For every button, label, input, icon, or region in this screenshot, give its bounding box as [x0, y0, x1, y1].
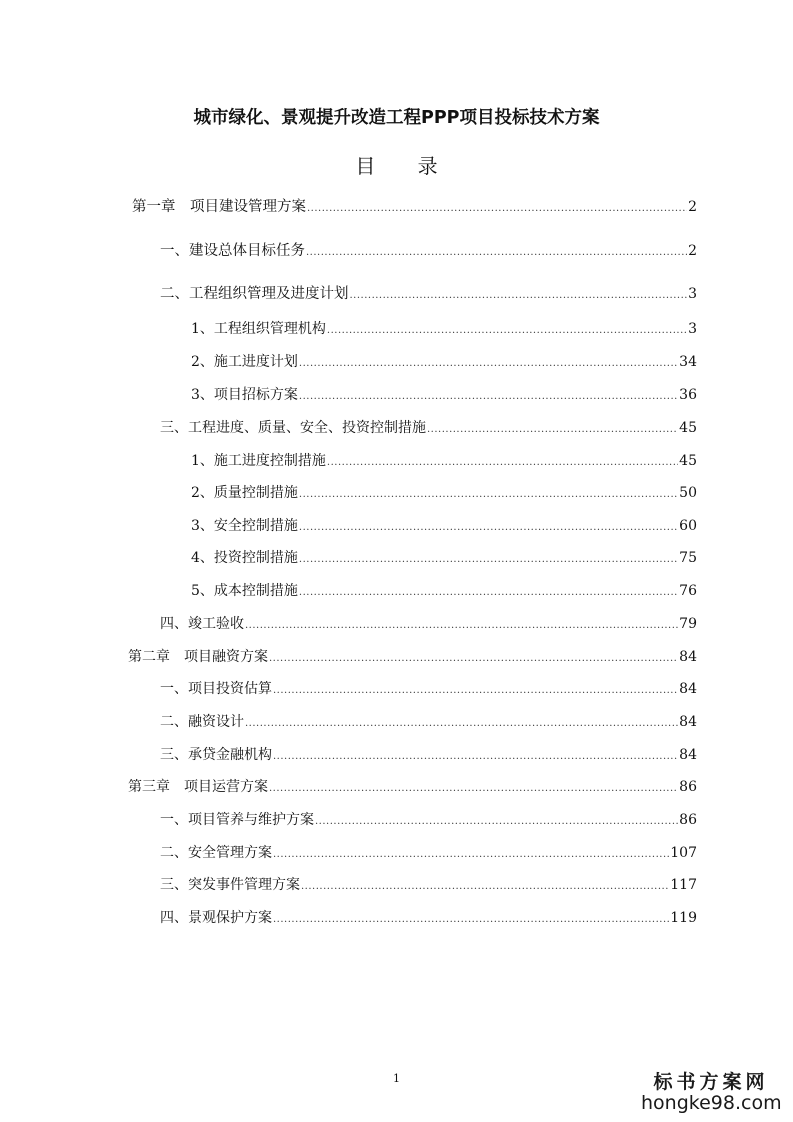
document-title: 城市绿化、景观提升改造工程PPP项目投标技术方案 [193, 108, 600, 128]
toc-heading: 目 录 [355, 154, 456, 178]
toc-entry-label: 1、施工进度控制措施 [191, 453, 326, 469]
toc-entry[interactable] [191, 515, 697, 537]
toc-leader-dots [245, 620, 678, 631]
toc-entry-page: 60 [679, 518, 697, 534]
toc-entry-label: 第二章 项目融资方案 [128, 649, 268, 665]
toc-entry-label: 二、融资设计 [160, 714, 244, 730]
toc-entry[interactable] [191, 547, 697, 569]
toc-entry[interactable] [191, 384, 697, 406]
toc-entry[interactable] [160, 809, 697, 831]
toc-leader-dots [299, 358, 678, 369]
toc-entry-label: 二、工程组织管理及进度计划 [160, 286, 349, 302]
toc-leader-dots [269, 783, 678, 794]
toc-leader-dots [299, 391, 678, 402]
toc-entry-page: 107 [670, 845, 697, 861]
toc-entry-page: 117 [670, 877, 697, 893]
toc-entry[interactable] [160, 744, 697, 766]
toc-entry[interactable] [191, 318, 697, 340]
toc-entry-page: 84 [679, 747, 697, 763]
toc-entry-page: 79 [679, 616, 697, 632]
toc-entry-page: 119 [670, 910, 697, 926]
toc-entry[interactable] [160, 239, 697, 261]
toc-leader-dots [307, 203, 687, 214]
toc-leader-dots [327, 325, 687, 336]
toc-leader-dots [273, 849, 669, 860]
toc-entry-label: 第三章 项目运营方案 [128, 779, 268, 795]
toc-entry-page: 86 [679, 812, 697, 828]
toc-entry-page: 2 [688, 243, 697, 259]
toc-entry[interactable] [160, 842, 697, 864]
page-number: 1 [393, 1072, 400, 1085]
toc-entry[interactable] [160, 678, 697, 700]
toc-entry[interactable] [160, 613, 697, 635]
watermark-line1: 标书方案网 [653, 1071, 769, 1093]
toc-entry-label: 第一章 项目建设管理方案 [132, 199, 306, 215]
toc-leader-dots [273, 685, 678, 696]
toc-entry[interactable] [132, 195, 697, 217]
toc-leader-dots [269, 653, 678, 664]
toc-leader-dots [299, 522, 678, 533]
toc-entry-label: 2、施工进度计划 [191, 354, 298, 370]
toc-leader-dots [301, 881, 669, 892]
toc-leader-dots [299, 587, 678, 598]
toc-entry-page: 3 [688, 321, 697, 337]
watermark-logo [641, 1067, 781, 1114]
toc-entry-label: 三、承贷金融机构 [160, 747, 272, 763]
toc-entry-page: 34 [679, 354, 697, 370]
toc-entry-page: 76 [679, 583, 697, 599]
toc-entry[interactable] [160, 874, 697, 896]
toc-entry-page: 45 [679, 453, 697, 469]
toc-entry-page: 86 [679, 779, 697, 795]
toc-entry-page: 75 [679, 550, 697, 566]
toc-entry[interactable] [191, 580, 697, 602]
toc-entry-page: 2 [688, 199, 697, 215]
toc-entry[interactable] [191, 351, 697, 373]
toc-entry-page: 84 [679, 714, 697, 730]
toc-entry-label: 三、工程进度、质量、安全、投资控制措施 [160, 420, 426, 436]
toc-leader-dots [306, 247, 687, 258]
toc-entry-page: 50 [679, 485, 697, 501]
toc-entry-label: 2、质量控制措施 [191, 485, 298, 501]
toc-entry-page: 36 [679, 387, 697, 403]
toc-entry-label: 5、成本控制措施 [191, 583, 298, 599]
toc-leader-dots [273, 751, 678, 762]
toc-leader-dots [273, 914, 669, 925]
toc-leader-dots [299, 489, 678, 500]
toc-leader-dots [327, 457, 678, 468]
toc-entry-label: 3、安全控制措施 [191, 518, 298, 534]
toc-entry-page: 3 [688, 286, 697, 302]
toc-leader-dots [427, 424, 678, 435]
toc-leader-dots [315, 816, 678, 827]
toc-entry-label: 3、项目招标方案 [191, 387, 298, 403]
toc-entry-label: 三、突发事件管理方案 [160, 877, 300, 893]
toc-leader-dots [245, 718, 678, 729]
toc-entry-page: 84 [679, 681, 697, 697]
toc-entry-label: 二、安全管理方案 [160, 845, 272, 861]
toc-entry[interactable] [160, 417, 697, 439]
toc-entry-label: 四、竣工验收 [160, 616, 244, 632]
toc-entry[interactable] [128, 776, 697, 798]
toc-entry[interactable] [160, 907, 697, 929]
toc-entry-label: 一、建设总体目标任务 [160, 243, 305, 259]
watermark-line2: hongke98.com [641, 1092, 782, 1114]
toc-entry-label: 一、项目投资估算 [160, 681, 272, 697]
toc-entry-page: 84 [679, 649, 697, 665]
toc-entry-label: 一、项目管养与维护方案 [160, 812, 314, 828]
toc-entry-label: 4、投资控制措施 [191, 550, 298, 566]
toc-entry[interactable] [191, 482, 697, 504]
toc-leader-dots [299, 554, 678, 565]
toc-entry-label: 四、景观保护方案 [160, 910, 272, 926]
toc-entry-page: 45 [679, 420, 697, 436]
toc-leader-dots [350, 290, 688, 301]
toc-entry[interactable] [160, 282, 697, 304]
toc-entry[interactable] [128, 646, 697, 668]
toc-entry[interactable] [191, 450, 697, 472]
toc-entry-label: 1、工程组织管理机构 [191, 321, 326, 337]
toc-entry[interactable] [160, 711, 697, 733]
